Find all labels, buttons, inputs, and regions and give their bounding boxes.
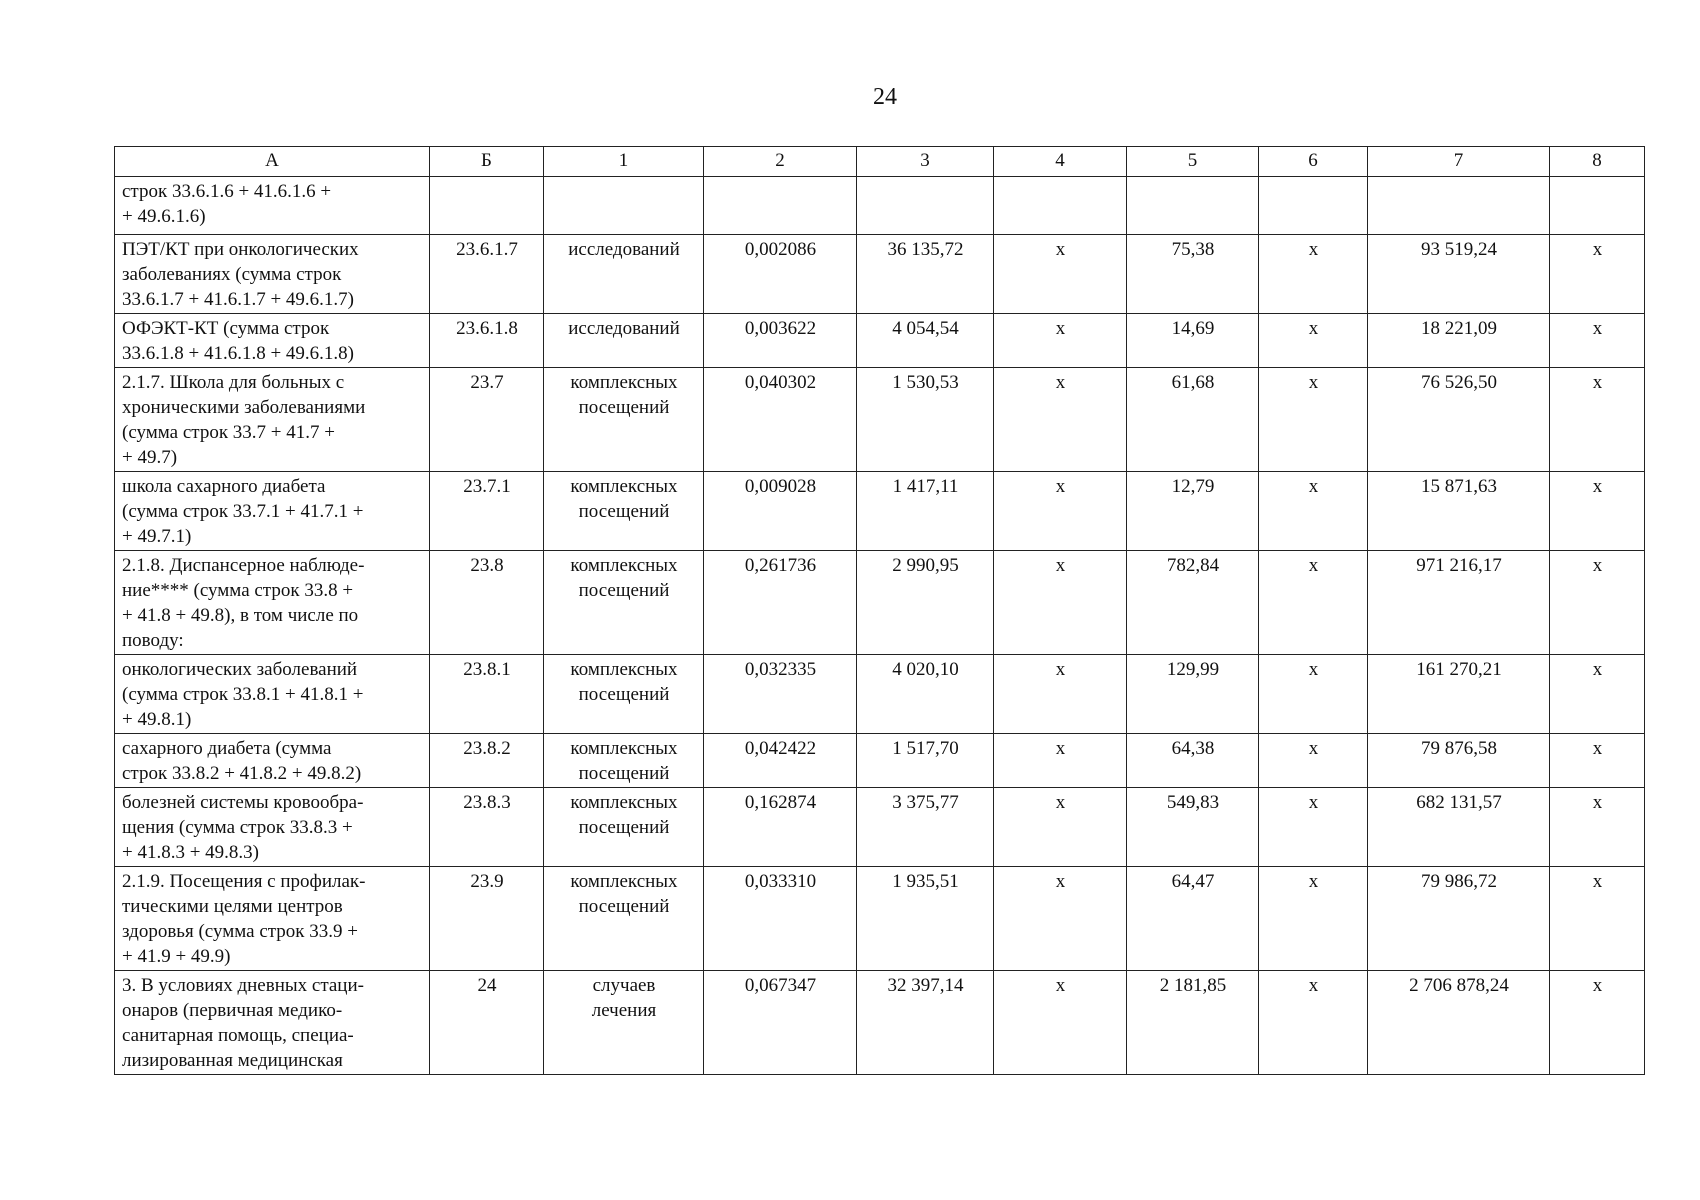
row-code-cell: 23.8.2	[430, 734, 544, 788]
col7-cell	[1368, 177, 1550, 235]
row-name-line: (сумма строк 33.7.1 + 41.7.1 +	[122, 501, 364, 522]
col4-cell: х	[994, 368, 1127, 472]
col7-cell: 15 871,63	[1368, 472, 1550, 551]
unit-line: комплексных	[570, 871, 678, 892]
row-name-line: (сумма строк 33.7 + 41.7 +	[122, 422, 335, 443]
unit-cell	[544, 734, 704, 788]
column-header-a: А	[115, 147, 430, 177]
row-code-cell: 23.7	[430, 368, 544, 472]
unit-cell	[544, 971, 704, 1075]
row-name-line: 2.1.8. Диспансерное наблюде-	[122, 555, 365, 576]
cost-cell: 4 054,54	[857, 314, 994, 368]
col7-cell: 682 131,57	[1368, 788, 1550, 867]
row-name-line: поводу:	[122, 630, 184, 651]
cost-cell: 32 397,14	[857, 971, 994, 1075]
row-name-line: 33.6.1.8 + 41.6.1.8 + 49.6.1.8)	[122, 343, 355, 364]
coef-cell: 0,032335	[704, 655, 857, 734]
unit-line: посещений	[578, 684, 670, 705]
col8-cell: х	[1550, 971, 1645, 1075]
row-name-line: строк 33.8.2 + 41.8.2 + 49.8.2)	[122, 763, 362, 784]
cost-cell: 3 375,77	[857, 788, 994, 867]
cost-cell: 36 135,72	[857, 235, 994, 314]
row-name-line: заболеваниях (сумма строк	[122, 264, 342, 285]
row-name-line: 33.6.1.7 + 41.6.1.7 + 49.6.1.7)	[122, 289, 355, 310]
column-header-5: 5	[1127, 147, 1259, 177]
table-row	[115, 368, 1645, 472]
col5-cell: 782,84	[1127, 551, 1259, 655]
unit-cell	[544, 788, 704, 867]
coef-cell: 0,067347	[704, 971, 857, 1075]
unit-line: комплексных	[570, 659, 678, 680]
unit-cell	[544, 314, 704, 368]
col6-cell: х	[1259, 472, 1368, 551]
col5-cell: 129,99	[1127, 655, 1259, 734]
col4-cell	[994, 177, 1127, 235]
table-row	[115, 472, 1645, 551]
unit-line: посещений	[578, 896, 670, 917]
column-header-7: 7	[1368, 147, 1550, 177]
table-row	[115, 867, 1645, 971]
col8-cell: х	[1550, 314, 1645, 368]
row-name-line: онкологических заболеваний	[122, 659, 358, 680]
col4-cell: х	[994, 551, 1127, 655]
col5-cell: 12,79	[1127, 472, 1259, 551]
col5-cell	[1127, 177, 1259, 235]
row-name-line: + 41.8.3 + 49.8.3)	[122, 842, 260, 863]
cost-cell	[857, 177, 994, 235]
row-name-cell	[115, 472, 430, 551]
row-name-line: + 41.8 + 49.8), в том числе по	[122, 605, 359, 626]
unit-line: исследований	[568, 239, 680, 260]
col8-cell: х	[1550, 788, 1645, 867]
cost-cell: 1 530,53	[857, 368, 994, 472]
coef-cell: 0,040302	[704, 368, 857, 472]
col8-cell: х	[1550, 235, 1645, 314]
unit-line: посещений	[578, 580, 670, 601]
col5-cell: 75,38	[1127, 235, 1259, 314]
unit-line: посещений	[578, 501, 670, 522]
cost-cell: 1 935,51	[857, 867, 994, 971]
row-name-line: строк 33.6.1.6 + 41.6.1.6 +	[122, 181, 332, 202]
row-code-cell: 23.8.3	[430, 788, 544, 867]
col5-cell: 549,83	[1127, 788, 1259, 867]
col8-cell: х	[1550, 368, 1645, 472]
row-name-line: + 49.6.1.6)	[122, 206, 206, 227]
row-name-line: + 41.9 + 49.9)	[122, 946, 231, 967]
row-code-cell: 23.6.1.8	[430, 314, 544, 368]
row-name-line: + 49.7)	[122, 447, 178, 468]
column-header-4: 4	[994, 147, 1127, 177]
header-row	[115, 147, 1645, 177]
col5-cell: 64,47	[1127, 867, 1259, 971]
col4-cell: х	[994, 867, 1127, 971]
col5-cell: 2 181,85	[1127, 971, 1259, 1075]
row-name-line: + 49.8.1)	[122, 709, 192, 730]
row-name-line: онаров (первичная медико-	[122, 1000, 343, 1021]
col4-cell: х	[994, 235, 1127, 314]
row-name-line: ние**** (сумма строк 33.8 +	[122, 580, 354, 601]
row-name-cell	[115, 734, 430, 788]
col7-cell: 161 270,21	[1368, 655, 1550, 734]
col5-cell: 61,68	[1127, 368, 1259, 472]
cost-cell: 1 517,70	[857, 734, 994, 788]
row-name-line: ПЭТ/КТ при онкологических	[122, 239, 359, 260]
col8-cell: х	[1550, 655, 1645, 734]
col6-cell: х	[1259, 551, 1368, 655]
row-code-cell: 23.9	[430, 867, 544, 971]
table-row	[115, 734, 1645, 788]
row-name-cell	[115, 971, 430, 1075]
col4-cell: х	[994, 314, 1127, 368]
row-code-cell: 23.8.1	[430, 655, 544, 734]
col8-cell: х	[1550, 551, 1645, 655]
row-name-cell	[115, 867, 430, 971]
unit-line: посещений	[578, 763, 670, 784]
cost-cell: 2 990,95	[857, 551, 994, 655]
unit-line: комплексных	[570, 372, 678, 393]
unit-cell	[544, 235, 704, 314]
table-row	[115, 177, 1645, 235]
col7-cell: 79 986,72	[1368, 867, 1550, 971]
row-name-cell	[115, 177, 430, 235]
col6-cell: х	[1259, 235, 1368, 314]
col4-cell: х	[994, 655, 1127, 734]
coef-cell: 0,009028	[704, 472, 857, 551]
col6-cell: х	[1259, 867, 1368, 971]
coef-cell: 0,003622	[704, 314, 857, 368]
col4-cell: х	[994, 971, 1127, 1075]
row-code-cell: 23.8	[430, 551, 544, 655]
col7-cell: 971 216,17	[1368, 551, 1550, 655]
row-name-cell	[115, 788, 430, 867]
col7-cell: 76 526,50	[1368, 368, 1550, 472]
column-header-6: 6	[1259, 147, 1368, 177]
row-code-cell: 24	[430, 971, 544, 1075]
col8-cell: х	[1550, 472, 1645, 551]
column-header-1: 1	[544, 147, 704, 177]
table-row	[115, 655, 1645, 734]
row-name-cell	[115, 368, 430, 472]
unit-cell	[544, 551, 704, 655]
row-name-line: хроническими заболеваниями	[122, 397, 366, 418]
col5-cell: 14,69	[1127, 314, 1259, 368]
unit-cell	[544, 368, 704, 472]
col7-cell: 18 221,09	[1368, 314, 1550, 368]
unit-line: лечения	[591, 1000, 657, 1021]
unit-cell	[544, 177, 704, 235]
row-code-cell	[430, 177, 544, 235]
col6-cell: х	[1259, 971, 1368, 1075]
coef-cell	[704, 177, 857, 235]
unit-line: посещений	[578, 817, 670, 838]
column-header-b: Б	[430, 147, 544, 177]
row-name-line: тическими целями центров	[122, 896, 343, 917]
unit-cell	[544, 472, 704, 551]
row-name-line: 2.1.9. Посещения с профилак-	[122, 871, 366, 892]
cost-cell: 4 020,10	[857, 655, 994, 734]
coef-cell: 0,033310	[704, 867, 857, 971]
row-name-line: здоровья (сумма строк 33.9 +	[122, 921, 358, 942]
col5-cell: 64,38	[1127, 734, 1259, 788]
col8-cell: х	[1550, 734, 1645, 788]
table-body	[115, 177, 1645, 1075]
col7-cell: 79 876,58	[1368, 734, 1550, 788]
row-name-cell	[115, 235, 430, 314]
table-row	[115, 788, 1645, 867]
unit-cell	[544, 867, 704, 971]
cost-cell: 1 417,11	[857, 472, 994, 551]
unit-line: посещений	[578, 397, 670, 418]
table-row	[115, 235, 1645, 314]
col7-cell: 93 519,24	[1368, 235, 1550, 314]
unit-line: комплексных	[570, 738, 678, 759]
column-header-8: 8	[1550, 147, 1645, 177]
row-name-line: сахарного диабета (сумма	[122, 738, 332, 759]
column-header-3: 3	[857, 147, 994, 177]
table-row	[115, 314, 1645, 368]
page-number: 24	[873, 84, 897, 110]
row-code-cell: 23.6.1.7	[430, 235, 544, 314]
col6-cell: х	[1259, 655, 1368, 734]
row-name-line: 2.1.7. Школа для больных с	[122, 372, 345, 393]
table-row	[115, 971, 1645, 1075]
row-name-line: лизированная медицинская	[122, 1050, 343, 1071]
data-table	[114, 146, 1645, 1075]
table-row	[115, 551, 1645, 655]
row-name-line: + 49.7.1)	[122, 526, 192, 547]
col6-cell: х	[1259, 788, 1368, 867]
col7-cell: 2 706 878,24	[1368, 971, 1550, 1075]
col6-cell: х	[1259, 368, 1368, 472]
col8-cell	[1550, 177, 1645, 235]
column-header-2: 2	[704, 147, 857, 177]
coef-cell: 0,002086	[704, 235, 857, 314]
unit-line: исследований	[568, 318, 680, 339]
unit-line: комплексных	[570, 555, 678, 576]
row-name-cell	[115, 551, 430, 655]
row-name-line: ОФЭКТ-КТ (сумма строк	[122, 318, 330, 339]
row-name-cell	[115, 655, 430, 734]
coef-cell: 0,042422	[704, 734, 857, 788]
coef-cell: 0,261736	[704, 551, 857, 655]
col8-cell: х	[1550, 867, 1645, 971]
col4-cell: х	[994, 472, 1127, 551]
unit-line: комплексных	[570, 792, 678, 813]
row-code-cell: 23.7.1	[430, 472, 544, 551]
row-name-line: болезней системы кровообра-	[122, 792, 364, 813]
col6-cell	[1259, 177, 1368, 235]
unit-cell	[544, 655, 704, 734]
coef-cell: 0,162874	[704, 788, 857, 867]
col4-cell: х	[994, 788, 1127, 867]
col6-cell: х	[1259, 734, 1368, 788]
row-name-line: (сумма строк 33.8.1 + 41.8.1 +	[122, 684, 364, 705]
row-name-cell	[115, 314, 430, 368]
unit-line: случаев	[592, 975, 656, 996]
row-name-line: щения (сумма строк 33.8.3 +	[122, 817, 353, 838]
row-name-line: санитарная помощь, специа-	[122, 1025, 354, 1046]
col4-cell: х	[994, 734, 1127, 788]
col6-cell: х	[1259, 314, 1368, 368]
unit-line: комплексных	[570, 476, 678, 497]
row-name-line: школа сахарного диабета	[122, 476, 326, 497]
row-name-line: 3. В условиях дневных стаци-	[122, 975, 364, 996]
